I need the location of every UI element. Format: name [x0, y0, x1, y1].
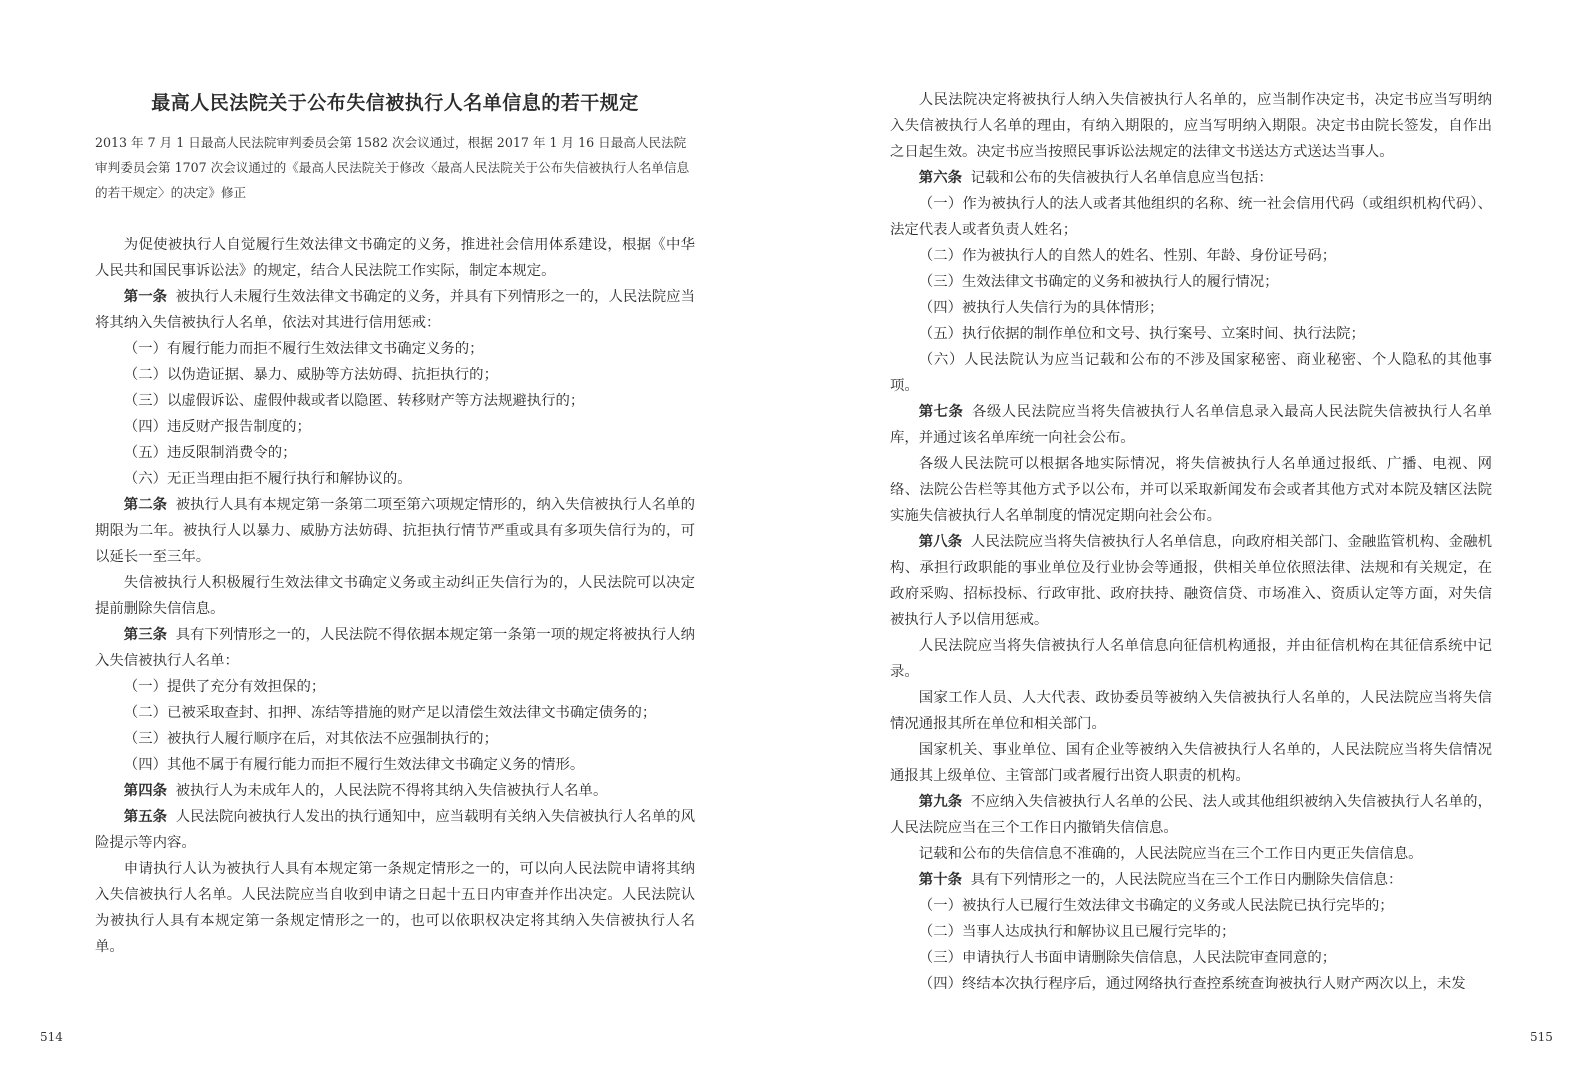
article-number: 第一条 [123, 288, 168, 305]
article-number: 第九条 [918, 793, 963, 810]
paragraph [95, 752, 695, 778]
left-body-text [95, 232, 695, 960]
paragraph-text: （三）申请执行人书面申请删除失信信息，人民法院审查同意的； [918, 950, 1337, 966]
paragraph [95, 232, 695, 284]
paragraph [890, 269, 1492, 295]
paragraph [95, 700, 695, 726]
paragraph [95, 466, 695, 492]
paragraph-text: 人民法院应当将失信被执行人名单信息向征信机构通报，并由征信机构在其征信系统中记录。 [890, 638, 1492, 680]
paragraph-text: （四）违反财产报告制度的； [123, 419, 311, 435]
article-number: 第五条 [123, 808, 168, 825]
paragraph-text: （一）提供了充分有效担保的； [123, 679, 326, 695]
article-paragraph [890, 165, 1492, 191]
article-number: 第二条 [123, 496, 168, 513]
paragraph-text: 人民法院应当将失信被执行人名单信息，向政府相关部门、金融监管机构、金融机构、承担行政职能的事业单位及行业协会等通报，供相关单位依照法律、法规和有关规定，在政府采购、招标投标、行政审批、政府扶持、融资信贷、市场准入、资质认定等方面，对失信被执行人予以信用惩戒。 [890, 534, 1492, 628]
page-number-right: 515 [1530, 1030, 1553, 1044]
paragraph-text: （四）终结本次执行程序后，通过网络执行查控系统查询被执行人财产两次以上，未发 [918, 976, 1466, 992]
paragraph [890, 243, 1492, 269]
document-title: 最高人民法院关于公布失信被执行人名单信息的若干规定 [151, 92, 639, 114]
paragraph [95, 856, 695, 960]
paragraph-text: （四）其他不属于有履行能力而拒不履行生效法律文书确定义务的情形。 [123, 757, 585, 773]
paragraph [95, 388, 695, 414]
article-paragraph [890, 529, 1492, 633]
paragraph-text: 为促使被执行人自觉履行生效法律文书确定的义务，推进社会信用体系建设，根据《中华人民共和国民事诉讼法》的规定，结合人民法院工作实际，制定本规定。 [95, 237, 695, 279]
paragraph [95, 362, 695, 388]
paragraph-text: （四）被执行人失信行为的具体情形； [918, 300, 1164, 316]
article-paragraph [890, 789, 1492, 841]
article-number: 第十条 [918, 871, 962, 888]
article-number: 第三条 [123, 626, 168, 643]
right-body-text [890, 87, 1492, 997]
paragraph-text: 具有下列情形之一的，人民法院应当在三个工作日内删除失信信息： [970, 872, 1403, 888]
paragraph-text: 各级人民法院可以根据各地实际情况，将失信被执行人名单通过报纸、广播、电视、网络、法院公告栏等其他方式予以公布，并可以采取新闻发布会或者其他方式对本院及辖区法院实施失信被执行人名单制度的情况定期向社会公布。 [890, 456, 1492, 524]
article-paragraph [890, 399, 1492, 451]
paragraph [95, 440, 695, 466]
article-paragraph [95, 284, 695, 336]
paragraph [95, 726, 695, 752]
paragraph-text: 人民法院决定将被执行人纳入失信被执行人名单的，应当制作决定书，决定书应当写明纳入失信被执行人名单的理由，有纳入期限的，应当写明纳入期限。决定书由院长签发，自作出之日起生效。决定书应当按照民事诉讼法规定的法律文书送达方式送达当事人。 [890, 92, 1492, 160]
left-page [95, 0, 695, 1077]
paragraph-text: （三）以虚假诉讼、虚假仲裁或者以隐匿、转移财产等方法规避执行的； [123, 393, 585, 409]
right-page [890, 0, 1492, 1077]
paragraph [890, 451, 1492, 529]
article-paragraph [95, 804, 695, 856]
paragraph-text: 人民法院向被执行人发出的执行通知中，应当载明有关纳入失信被执行人名单的风险提示等内容。 [95, 809, 695, 851]
article-paragraph [95, 778, 695, 804]
paragraph-text: 被执行人为未成年人的，人民法院不得将其纳入失信被执行人名单。 [175, 783, 608, 799]
paragraph-text: （一）被执行人已履行生效法律文书确定的义务或人民法院已执行完毕的； [918, 898, 1394, 914]
paragraph-text: 申请执行人认为被执行人具有本规定第一条规定情形之一的，可以向人民法院申请将其纳入失信被执行人名单。人民法院应当自收到申请之日起十五日内审查并作出决定。人民法院认为被执行人具有本规定第一条规定情形之一的，也可以依职权决定将其纳入失信被执行人名单。 [95, 861, 695, 955]
paragraph-text: 各级人民法院应当将失信被执行人名单信息录入最高人民法院失信被执行人名单库，并通过该名单库统一向社会公布。 [890, 404, 1492, 446]
paragraph-text: （二）当事人达成执行和解协议且已履行完毕的； [918, 924, 1236, 940]
paragraph-text: （二）以伪造证据、暴力、威胁等方法妨碍、抗拒执行的； [123, 367, 498, 383]
paragraph [890, 841, 1492, 867]
paragraph-text: （二）已被采取查封、扣押、冻结等措施的财产足以清偿生效法律文书确定债务的； [123, 705, 657, 721]
paragraph-text: 不应纳入失信被执行人名单的公民、法人或其他组织被纳入失信被执行人名单的，人民法院应当在三个工作日内撤销失信信息。 [890, 794, 1492, 836]
paragraph-text: （一）作为被执行人的法人或者其他组织的名称、统一社会信用代码（或组织机构代码）、法定代表人或者负责人姓名； [890, 196, 1492, 238]
paragraph-text: 记载和公布的失信信息不准确的，人民法院应当在三个工作日内更正失信信息。 [918, 846, 1423, 862]
paragraph [890, 945, 1492, 971]
paragraph [890, 87, 1492, 165]
paragraph [95, 336, 695, 362]
paragraph-text: 国家机关、事业单位、国有企业等被纳入失信被执行人名单的，人民法院应当将失信情况通报其上级单位、主管部门或者履行出资人职责的机构。 [890, 742, 1492, 784]
paragraph-text: （六）无正当理由拒不履行执行和解协议的。 [123, 471, 412, 487]
amendment-note: 2013 年 7 月 1 日最高人民法院审判委员会第 1582 次会议通过，根据 2017 年 1 月 16 日最高人民法院审判委员会第 1707 次会议通过的《最高人民法院关于修改〈最高人民法院关于公布失信被执行人名单信息的若干规定〉的决定》修正 [95, 135, 690, 200]
paragraph [890, 893, 1492, 919]
paragraph-text: 被执行人具有本规定第一条第二项至第六项规定情形的，纳入失信被执行人名单的期限为二年。被执行人以暴力、威胁方法妨碍、抗拒执行情节严重或具有多项失信行为的，可以延长一至三年。 [95, 497, 695, 565]
paragraph-text: 失信被执行人积极履行生效法律文书确定义务或主动纠正失信行为的，人民法院可以决定提前删除失信信息。 [95, 575, 695, 617]
article-number: 第八条 [918, 533, 963, 550]
paragraph-text: 国家工作人员、人大代表、政协委员等被纳入失信被执行人名单的，人民法院应当将失信情况通报其所在单位和相关部门。 [890, 690, 1492, 732]
paragraph [890, 295, 1492, 321]
article-number: 第六条 [918, 169, 962, 186]
article-paragraph [890, 867, 1492, 893]
paragraph-text: （三）生效法律文书确定的义务和被执行人的履行情况； [918, 274, 1279, 290]
article-paragraph [95, 492, 695, 570]
paragraph [95, 674, 695, 700]
paragraph [890, 685, 1492, 737]
paragraph-text: （五）违反限制消费令的； [123, 445, 297, 461]
paragraph-text: （一）有履行能力而拒不履行生效法律文书确定义务的； [123, 341, 484, 357]
paragraph-text: （二）作为被执行人的自然人的姓名、性别、年龄、身份证号码； [918, 248, 1337, 264]
paragraph-text: （六）人民法院认为应当记载和公布的不涉及国家秘密、商业秘密、个人隐私的其他事项。 [890, 352, 1492, 394]
paragraph [890, 919, 1492, 945]
paragraph [890, 633, 1492, 685]
paragraph [890, 321, 1492, 347]
article-paragraph [95, 622, 695, 674]
paragraph [890, 191, 1492, 243]
paragraph-text: 被执行人未履行生效法律文书确定的义务，并具有下列情形之一的，人民法院应当将其纳入失信被执行人名单，依法对其进行信用惩戒： [95, 289, 695, 331]
paragraph [890, 971, 1492, 997]
page-number-left: 514 [40, 1030, 63, 1044]
paragraph [95, 414, 695, 440]
paragraph [890, 347, 1492, 399]
paragraph-text: （三）被执行人履行顺序在后，对其依法不应强制执行的； [123, 731, 498, 747]
paragraph [890, 737, 1492, 789]
article-number: 第七条 [918, 403, 964, 420]
paragraph-text: 具有下列情形之一的，人民法院不得依据本规定第一条第一项的规定将被执行人纳入失信被执行人名单： [95, 627, 695, 669]
paragraph-text: 记载和公布的失信被执行人名单信息应当包括： [970, 170, 1273, 186]
paragraph [95, 570, 695, 622]
paragraph-text: （五）执行依据的制作单位和文号、执行案号、立案时间、执行法院； [918, 326, 1365, 342]
article-number: 第四条 [123, 782, 167, 799]
